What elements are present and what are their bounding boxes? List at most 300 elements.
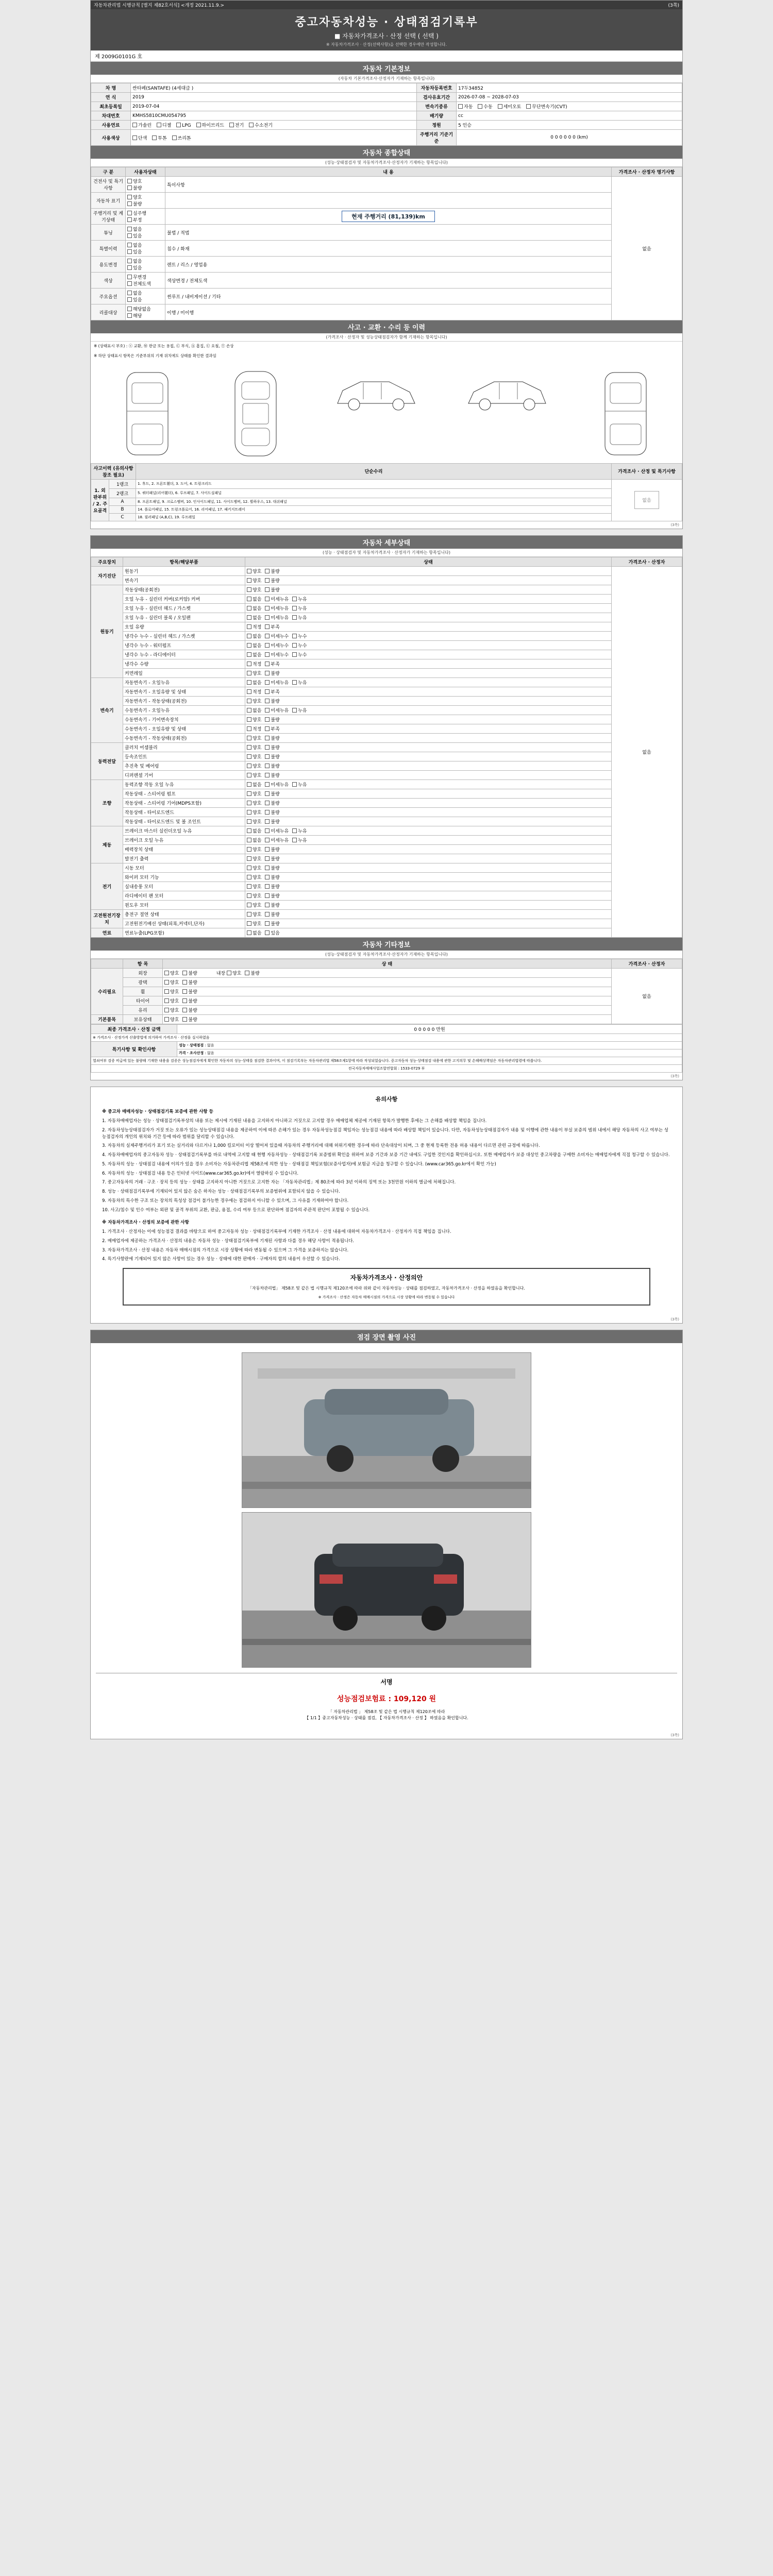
detail-item: 시동 모터 xyxy=(123,863,245,872)
accident-table xyxy=(91,463,682,521)
checkbox-1-1-2[interactable]: 누유 xyxy=(292,596,307,602)
checkbox-1-0-0[interactable]: 양호 xyxy=(247,586,261,593)
detail-item: 고전원전기배선 상태(피복,커넥터,단자) xyxy=(123,919,245,928)
value-plate: 17두34852 xyxy=(457,83,682,93)
rank-label-0: 1랭크 xyxy=(109,479,136,488)
detail-group-8: 연료 xyxy=(91,928,123,937)
checkbox-1-0-1[interactable]: 불량 xyxy=(265,586,279,593)
checkbox-ng-7[interactable]: 있음 xyxy=(127,296,142,303)
checkbox-fuel-1[interactable]: 디젤 xyxy=(157,122,171,128)
checkbox-ng-1[interactable]: 불량 xyxy=(127,200,142,207)
form-code: 자동차관리법 시행규칙 [별지 제82호서식] <개정 2021.11.9.> xyxy=(94,3,225,8)
detail-table-body xyxy=(91,566,682,937)
checkbox-6-4-1[interactable]: 불량 xyxy=(265,902,279,908)
table-row xyxy=(91,1033,682,1041)
checkbox-0-1-1[interactable]: 불량 xyxy=(265,577,279,584)
checkbox-5-2-0[interactable]: 양호 xyxy=(247,846,261,853)
checkbox-7-1-0[interactable]: 양호 xyxy=(247,920,261,927)
car-view-top xyxy=(222,367,289,460)
detail-state xyxy=(245,677,612,687)
checkbox-3-2-1[interactable]: 불량 xyxy=(265,762,279,769)
checkbox-8-0-1[interactable]: 있음 xyxy=(265,929,279,936)
detail-state xyxy=(245,779,612,789)
confirmation-text: 「자동차관리법」 제58조 및 같은 법 시행규칙 제120조에 따라 위와 같이 자동차성능 · 상태를 점검하였고, 자동차가격조사 · 산정을 하였음을 확인합니다. xyxy=(248,1286,525,1291)
mileage-value: 현재 주행거리 (81,139)km xyxy=(342,211,435,222)
checkbox-6-1-0[interactable]: 양호 xyxy=(247,874,261,880)
detail-state xyxy=(245,622,612,631)
checkbox-trans-0[interactable]: 자동 xyxy=(458,103,473,110)
checkbox-color-1[interactable]: 투톤 xyxy=(152,134,166,141)
checkbox-other2-0-1[interactable]: 불량 xyxy=(245,970,259,976)
notice-subitem-0: 1. 가격조사 · 산정자는 이에 성능점검 결과를 바탕으로 하여 중고자동차 성능 · 상태점검기록부에 기재한 가격조사 · 산정 내용에 대하여 자동차가격조사 · 산정자가 직접 책임을 집니다. xyxy=(102,1229,451,1234)
checkbox-other-3-0[interactable]: 양호 xyxy=(164,997,179,1004)
sheet-1 xyxy=(90,0,683,529)
other-col-state: 상 태 xyxy=(163,959,612,968)
confirmation-box xyxy=(123,1268,650,1306)
special-note-1: 가격 · 조사산정 : 없음 xyxy=(177,1049,682,1057)
rank-items-2: 8. 프론트패널, 9. 크로스멤버, 10. 인사이드패널, 11. 사이드멤버, 12. 휠하우스, 13. 대쉬패널 xyxy=(136,498,612,505)
detail-item: 변속기 xyxy=(123,575,245,585)
checkbox-fuel-5[interactable]: 수소전기 xyxy=(249,122,273,128)
checkbox-3-3-1[interactable]: 불량 xyxy=(265,772,279,778)
checkbox-other-2-0[interactable]: 양호 xyxy=(164,988,179,995)
checkbox-1-4-0[interactable]: 적정 xyxy=(247,623,261,630)
row-opts-5 xyxy=(126,257,165,273)
table-row xyxy=(91,273,682,289)
checkbox-1-6-2[interactable]: 누수 xyxy=(292,642,307,649)
checkbox-0-1-0[interactable]: 양호 xyxy=(247,577,261,584)
table-row xyxy=(91,987,682,996)
table-row xyxy=(91,241,682,257)
checkbox-0-0-1[interactable]: 불량 xyxy=(265,568,279,574)
notice-item-9: 10. 사고/침수 및 인수 여부는 외판 및 골격 부위의 교환, 판금, 용접, 수리 여부 등으로 판단하며 점검자의 주관적 판단이 포함될 수 있습니다. xyxy=(102,1207,370,1213)
label-fuel: 사용연료 xyxy=(91,121,131,130)
checkbox-ng-2[interactable]: 부정 xyxy=(127,216,142,223)
checkbox-4-2-0[interactable]: 양호 xyxy=(247,800,261,806)
table-row xyxy=(91,844,682,854)
label-inspection-period: 검사유효기간 xyxy=(417,93,457,102)
checkbox-5-1-2[interactable]: 누유 xyxy=(292,837,307,843)
checkbox-4-3-0[interactable]: 양호 xyxy=(247,809,261,816)
checkbox-3-1-1[interactable]: 불량 xyxy=(265,753,279,760)
car-top-svg xyxy=(222,367,289,460)
table-row xyxy=(91,304,682,320)
detail-item: 오일 누유 - 실린더 헤드 / 가스켓 xyxy=(123,603,245,613)
section-detail-header: 자동차 세부상태 xyxy=(91,536,682,549)
checkbox-1-2-1[interactable]: 미세누유 xyxy=(265,605,289,612)
notice-body xyxy=(91,1087,682,1316)
checkbox-3-0-0[interactable]: 양호 xyxy=(247,744,261,751)
table-row xyxy=(91,668,682,677)
table-row xyxy=(91,631,682,640)
special-note-val-1: 없음 xyxy=(207,1050,214,1055)
detail-item: 자동변속기 - 오일누유 xyxy=(123,677,245,687)
detail-item: 오일 누유 - 실린더 블록 / 오일팬 xyxy=(123,613,245,622)
checkbox-1-5-0[interactable]: 없음 xyxy=(247,633,261,639)
checkbox-fuel-0[interactable]: 가솔린 xyxy=(132,122,152,128)
checkbox-5-1-1[interactable]: 미세누유 xyxy=(265,837,289,843)
table-row xyxy=(91,928,682,937)
value-car-name: 싼타페(SANTAFE) (4세대급 ) xyxy=(131,83,417,93)
detail-item: 수동변속기 - 기어변속장치 xyxy=(123,715,245,724)
checkbox-2-1-0[interactable]: 적정 xyxy=(247,688,261,695)
checkbox-2-3-1[interactable]: 미세누유 xyxy=(265,707,289,714)
table-row xyxy=(91,640,682,650)
checkbox-2-4-1[interactable]: 불량 xyxy=(265,716,279,723)
detail-item: 냉각수 누수 - 실린더 헤드 / 가스켓 xyxy=(123,631,245,640)
table-row xyxy=(91,1057,682,1064)
checkbox-other-1-1[interactable]: 불량 xyxy=(182,979,197,986)
checkbox-2-0-1[interactable]: 미세누유 xyxy=(265,679,289,686)
checkbox-1-5-1[interactable]: 미세누수 xyxy=(265,633,289,639)
checkbox-ok-0[interactable]: 양호 xyxy=(127,178,142,184)
table-row xyxy=(91,225,682,241)
table-row xyxy=(91,603,682,613)
checkbox-ng-8[interactable]: 해당 xyxy=(127,312,142,319)
checkbox-other-4-0[interactable]: 양호 xyxy=(164,1007,179,1013)
checkbox-other-3-1[interactable]: 불량 xyxy=(182,997,197,1004)
checkbox-ok-5[interactable]: 없음 xyxy=(127,258,142,264)
checkbox-2-4-0[interactable]: 양호 xyxy=(247,716,261,723)
row-desc-5: 렌트 / 리스 / 영업용 xyxy=(165,257,612,273)
checkbox-2-0-2[interactable]: 누유 xyxy=(292,679,307,686)
detail-item: 오일 유량 xyxy=(123,622,245,631)
checkbox-6-2-0[interactable]: 양호 xyxy=(247,883,261,890)
checkbox-ok-1[interactable]: 양호 xyxy=(127,194,142,200)
table-row xyxy=(91,479,682,488)
checkbox-1-2-0[interactable]: 없음 xyxy=(247,605,261,612)
checkbox-1-8-1[interactable]: 부족 xyxy=(265,660,279,667)
detail-state xyxy=(245,575,612,585)
row-opts-2 xyxy=(126,209,165,225)
checkbox-base-0[interactable]: 양호 xyxy=(164,1016,179,1023)
table-row xyxy=(91,177,682,193)
sheet-3 xyxy=(90,1087,683,1324)
checkbox-3-1-0[interactable]: 양호 xyxy=(247,753,261,760)
checkbox-fuel-3[interactable]: 하이브리드 xyxy=(196,122,224,128)
checkbox-1-8-0[interactable]: 적정 xyxy=(247,660,261,667)
table-row xyxy=(91,863,682,872)
checkbox-4-0-2[interactable]: 누유 xyxy=(292,781,307,788)
checkbox-ng-3[interactable]: 있음 xyxy=(127,232,142,239)
checkbox-trans-2[interactable]: 세미오토 xyxy=(498,103,522,110)
checkbox-1-5-2[interactable]: 누수 xyxy=(292,633,307,639)
car-side-right-svg xyxy=(463,367,551,419)
table-row xyxy=(91,566,682,575)
document-title-bar xyxy=(91,9,682,50)
legal-line-1: 「 자동차관리법 」 제58조 및 같은 법 시행규칙 제120조에 따라 xyxy=(328,1709,445,1714)
checkbox-5-3-1[interactable]: 불량 xyxy=(265,855,279,862)
value-displacement: cc xyxy=(457,111,682,121)
legal-line-2: 【 1/1 】중고자동차성능 · 상태를 점검, 【 자동차가격조사 · 산정 】 하였음을 확인합니다. xyxy=(305,1715,468,1720)
sheet4-footer: (3쪽) xyxy=(670,1733,679,1737)
checkbox-2-6-1[interactable]: 불량 xyxy=(265,735,279,741)
checkbox-2-3-2[interactable]: 누유 xyxy=(292,707,307,714)
col-userstate: 사용자상태 xyxy=(126,167,165,177)
checkbox-ng-6[interactable]: 전체도색 xyxy=(127,280,151,287)
label-year: 연 식 xyxy=(91,93,131,102)
detail-item: 브레이크 마스터 실린더오일 누유 xyxy=(123,826,245,835)
checkbox-1-3-1[interactable]: 미세누유 xyxy=(265,614,289,621)
table-row xyxy=(91,498,682,505)
special-note-key-0: 성능 · 상태점검 xyxy=(179,1043,204,1047)
detail-item: 발전기 출력 xyxy=(123,854,245,863)
value-fuel xyxy=(131,121,417,130)
checkbox-other-4-1[interactable]: 불량 xyxy=(182,1007,197,1013)
checkbox-2-1-1[interactable]: 부족 xyxy=(265,688,279,695)
table-row xyxy=(91,835,682,844)
accident-col-simple: 단순수리 xyxy=(136,463,612,479)
accident-legend-title: ※ (상태표시 부호) : ⓧ 교환, Ⓦ 판금 또는 용접, Ⓒ 부식, Ⓐ 흠집, Ⓤ 요철, Ⓣ 손상 xyxy=(94,344,234,348)
detail-item: 충전구 절연 상태 xyxy=(123,909,245,919)
checkbox-1-7-1[interactable]: 미세누수 xyxy=(265,651,289,658)
checkbox-base-1[interactable]: 불량 xyxy=(182,1016,197,1023)
detail-item: 배력장치 상태 xyxy=(123,844,245,854)
checkbox-7-1-1[interactable]: 불량 xyxy=(265,920,279,927)
checkbox-fuel-4[interactable]: 전기 xyxy=(229,122,244,128)
detail-col-state: 상태 xyxy=(245,557,612,566)
table-row xyxy=(91,779,682,789)
checkbox-ok-6[interactable]: 무변경 xyxy=(127,274,146,280)
detail-item: 와이퍼 모터 기능 xyxy=(123,872,245,882)
price-value: 0 0 0 0 0 만원 xyxy=(177,1024,682,1033)
col-note: 가격조사 · 산정자 명기사항 xyxy=(612,167,682,177)
overall-table xyxy=(91,167,682,320)
table-row xyxy=(91,724,682,733)
checkbox-trans-3[interactable]: 무단변속기(CVT) xyxy=(526,103,567,110)
detail-state xyxy=(245,928,612,937)
checkbox-5-0-2[interactable]: 누유 xyxy=(292,827,307,834)
checkbox-6-2-1[interactable]: 불량 xyxy=(265,883,279,890)
checkbox-0-0-0[interactable]: 양호 xyxy=(247,568,261,574)
checkbox-2-5-0[interactable]: 적정 xyxy=(247,725,261,732)
table-header-row xyxy=(91,167,682,177)
checkbox-color-2[interactable]: 쓰리톤 xyxy=(172,134,191,141)
accident-note-value xyxy=(612,479,682,521)
detail-state xyxy=(245,715,612,724)
special-note-0: 성능 · 상태점검 : 없음 xyxy=(177,1041,682,1049)
detail-item: 브레이크 오일 누유 xyxy=(123,835,245,844)
detail-state xyxy=(245,844,612,854)
car-view-side-left xyxy=(332,367,420,419)
detail-item: 수동변속기 - 작동상태(공회전) xyxy=(123,733,245,742)
table-row xyxy=(91,715,682,724)
checkbox-1-1-0[interactable]: 없음 xyxy=(247,596,261,602)
detail-item: 작동상태(공회전) xyxy=(123,585,245,594)
checkbox-color-0[interactable]: 단색 xyxy=(132,134,147,141)
checkbox-4-0-0[interactable]: 없음 xyxy=(247,781,261,788)
table-header-row xyxy=(91,463,682,479)
checkbox-2-2-0[interactable]: 양호 xyxy=(247,698,261,704)
label-car-name: 차 명 xyxy=(91,83,131,93)
checkbox-2-5-1[interactable]: 부족 xyxy=(265,725,279,732)
checkbox-6-0-0[interactable]: 양호 xyxy=(247,865,261,871)
detail-item: 실내송풍 모터 xyxy=(123,882,245,891)
accident-col-history: 사고이력 (유의사항 참조 필요) xyxy=(91,463,136,479)
page-title: 중고자동차성능 · 상태점검기록부 xyxy=(295,16,478,29)
sheet2-footer: (3쪽) xyxy=(670,1074,679,1078)
row-label-0: 건전사 및 특기사항 xyxy=(91,177,126,193)
row-label-2: 주행거리 및 계기상태 xyxy=(91,209,126,225)
checkbox-3-2-0[interactable]: 양호 xyxy=(247,762,261,769)
label-vin: 차대번호 xyxy=(91,111,131,121)
checkbox-4-1-1[interactable]: 불량 xyxy=(265,790,279,797)
checkbox-1-9-0[interactable]: 양호 xyxy=(247,670,261,676)
label-color: 사용색상 xyxy=(91,130,131,146)
checkbox-ng-0[interactable]: 불량 xyxy=(127,184,142,191)
inspection-photo-front xyxy=(242,1352,531,1508)
checkbox-ok-2[interactable]: 실주행 xyxy=(127,210,146,216)
row-opts-8 xyxy=(126,304,165,320)
detail-item: 수동변속기 - 오일누유 xyxy=(123,705,245,715)
checkbox-other-2-1[interactable]: 불량 xyxy=(182,988,197,995)
table-row xyxy=(91,798,682,807)
label-transmission: 변속기종류 xyxy=(417,102,457,111)
other-item-0: 외장 xyxy=(123,968,163,977)
checkbox-1-7-0[interactable]: 없음 xyxy=(247,651,261,658)
table-row xyxy=(91,891,682,900)
checkbox-6-0-1[interactable]: 불량 xyxy=(265,865,279,871)
table-row xyxy=(91,742,682,752)
checkbox-5-3-0[interactable]: 양호 xyxy=(247,855,261,862)
checkbox-1-6-1[interactable]: 미세누수 xyxy=(265,642,289,649)
value-transmission xyxy=(457,102,682,111)
fee-label: 성능점검보험료 : xyxy=(337,1694,392,1703)
checkbox-other2-0-0[interactable]: 양호 xyxy=(227,970,241,976)
other-note-value: 없음 xyxy=(612,968,682,1024)
detail-state xyxy=(245,631,612,640)
checkbox-other-0-1[interactable]: 불량 xyxy=(182,970,197,976)
row-opts-3 xyxy=(126,225,165,241)
checkbox-8-0-0[interactable]: 없음 xyxy=(247,929,261,936)
checkbox-ok-7[interactable]: 없음 xyxy=(127,290,142,296)
association-contact: 전국자동차매매사업조합연합회 : 1533-0729 부 xyxy=(91,1064,682,1072)
table-row xyxy=(91,1024,682,1033)
row-opts-0 xyxy=(126,177,165,193)
checkbox-4-4-1[interactable]: 불량 xyxy=(265,818,279,825)
checkbox-1-7-2[interactable]: 누수 xyxy=(292,651,307,658)
row-label-3: 튜닝 xyxy=(91,225,126,241)
checkbox-7-0-1[interactable]: 불량 xyxy=(265,911,279,918)
checkbox-1-2-2[interactable]: 누유 xyxy=(292,605,307,612)
table-row xyxy=(91,977,682,987)
table-row xyxy=(91,761,682,770)
checkbox-ng-4[interactable]: 있음 xyxy=(127,248,142,255)
table-row xyxy=(91,650,682,659)
checkbox-6-4-0[interactable]: 양호 xyxy=(247,902,261,908)
value-color xyxy=(131,130,417,146)
checkbox-trans-1[interactable]: 수동 xyxy=(478,103,492,110)
checkbox-4-3-1[interactable]: 불량 xyxy=(265,809,279,816)
checkbox-2-2-1[interactable]: 불량 xyxy=(265,698,279,704)
detail-state xyxy=(245,826,612,835)
table-row xyxy=(91,289,682,304)
section-detail-sub: (성능 · 상태점검자 및 자동차가격조사 · 산정자가 기재하는 항목입니다) xyxy=(91,549,682,557)
checkbox-fuel-2[interactable]: LPG xyxy=(176,123,191,128)
checkbox-4-0-1[interactable]: 미세누유 xyxy=(265,781,289,788)
table-row xyxy=(91,872,682,882)
table-row xyxy=(91,1041,682,1049)
detail-group-2: 변속기 xyxy=(91,677,123,742)
table-row xyxy=(91,488,682,498)
checkbox-ok-4[interactable]: 없음 xyxy=(127,242,142,248)
notice-item-list xyxy=(102,1118,671,1213)
checkbox-ng-5[interactable]: 있음 xyxy=(127,264,142,271)
row-label-1: 자동차 표기 xyxy=(91,193,126,209)
checkbox-6-3-1[interactable]: 불량 xyxy=(265,892,279,899)
other-item-3: 타이어 xyxy=(123,996,163,1005)
row-desc-4: 침수 / 화재 xyxy=(165,241,612,257)
detail-state xyxy=(245,724,612,733)
checkbox-ok-8[interactable]: 해당없음 xyxy=(127,306,151,312)
table-row xyxy=(91,752,682,761)
detail-state xyxy=(245,696,612,705)
detail-state xyxy=(245,659,612,668)
table-row xyxy=(91,102,682,111)
checkbox-6-1-1[interactable]: 불량 xyxy=(265,874,279,880)
checkbox-other-1-0[interactable]: 양호 xyxy=(164,979,179,986)
table-row xyxy=(91,257,682,273)
other-col-group xyxy=(91,959,123,968)
detail-item: 오일 누유 - 실린더 커버(로커암) 커버 xyxy=(123,594,245,603)
checkbox-4-4-0[interactable]: 양호 xyxy=(247,818,261,825)
checkbox-5-0-0[interactable]: 없음 xyxy=(247,827,261,834)
checkbox-1-3-0[interactable]: 없음 xyxy=(247,614,261,621)
checkbox-2-0-0[interactable]: 없음 xyxy=(247,679,261,686)
checkbox-5-1-0[interactable]: 없음 xyxy=(247,837,261,843)
notice-item-6: 7. 중고자동차의 거래 · 구조 · 장치 등의 성능 · 상태를 고지하지 아니한 거짓으로 고지한 자는 「자동차관리법」제 80조에 따라 3년 이하의 징역 또는 3천만원 이하의 벌금에 처해집니다. xyxy=(102,1180,456,1185)
table-row xyxy=(91,854,682,863)
checkbox-2-3-0[interactable]: 없음 xyxy=(247,707,261,714)
detail-state xyxy=(245,900,612,909)
table-row xyxy=(91,1049,682,1057)
col-content: 내 용 xyxy=(165,167,612,177)
checkbox-4-2-1[interactable]: 불량 xyxy=(265,800,279,806)
table-row xyxy=(91,585,682,594)
checkbox-other-0-0[interactable]: 양호 xyxy=(164,970,179,976)
other-item2-0: 내장 xyxy=(216,971,227,976)
rank-label-4: C xyxy=(109,513,136,521)
checkbox-3-0-1[interactable]: 불량 xyxy=(265,744,279,751)
checkbox-1-3-2[interactable]: 누유 xyxy=(292,614,307,621)
overall-note: 없음 xyxy=(612,177,682,320)
notice-subitem-1: 2. 매매업자에 제공하는 가격조사 · 산정의 내용은 자동차 성능 · 상태점검기록부에 기재된 사항과 다를 경우 해당 사항이 적용됩니다. xyxy=(102,1238,355,1244)
detail-state xyxy=(245,872,612,882)
detail-item: 작동상태 - 스티어링 기어(MDPS포함) xyxy=(123,798,245,807)
checkbox-5-0-1[interactable]: 미세누유 xyxy=(265,827,289,834)
detail-state xyxy=(245,854,612,863)
notice-title-1: ※ 중고차 매매자성능 · 상태점검기록 보증에 관한 사항 등 xyxy=(102,1109,213,1115)
other-col-note: 가격조사 · 산정자 xyxy=(612,959,682,968)
rank-label-1: 2랭크 xyxy=(109,488,136,498)
table-row xyxy=(91,909,682,919)
checkbox-1-9-1[interactable]: 불량 xyxy=(265,670,279,676)
car-view-front xyxy=(116,367,178,460)
checkbox-1-1-1[interactable]: 미세누유 xyxy=(265,596,289,602)
checkbox-ok-3[interactable]: 없음 xyxy=(127,226,142,232)
checkbox-5-2-1[interactable]: 불량 xyxy=(265,846,279,853)
label-displacement: 배기량 xyxy=(417,111,457,121)
checkbox-1-6-0[interactable]: 없음 xyxy=(247,642,261,649)
checkbox-2-6-0[interactable]: 양호 xyxy=(247,735,261,741)
detail-state xyxy=(245,585,612,594)
checkbox-7-0-0[interactable]: 양호 xyxy=(247,911,261,918)
checkbox-3-3-0[interactable]: 양호 xyxy=(247,772,261,778)
checkbox-4-1-0[interactable]: 양호 xyxy=(247,790,261,797)
other-item-2: 휠 xyxy=(123,987,163,996)
checkbox-1-4-1[interactable]: 부족 xyxy=(265,623,279,630)
checkbox-6-3-0[interactable]: 양호 xyxy=(247,892,261,899)
